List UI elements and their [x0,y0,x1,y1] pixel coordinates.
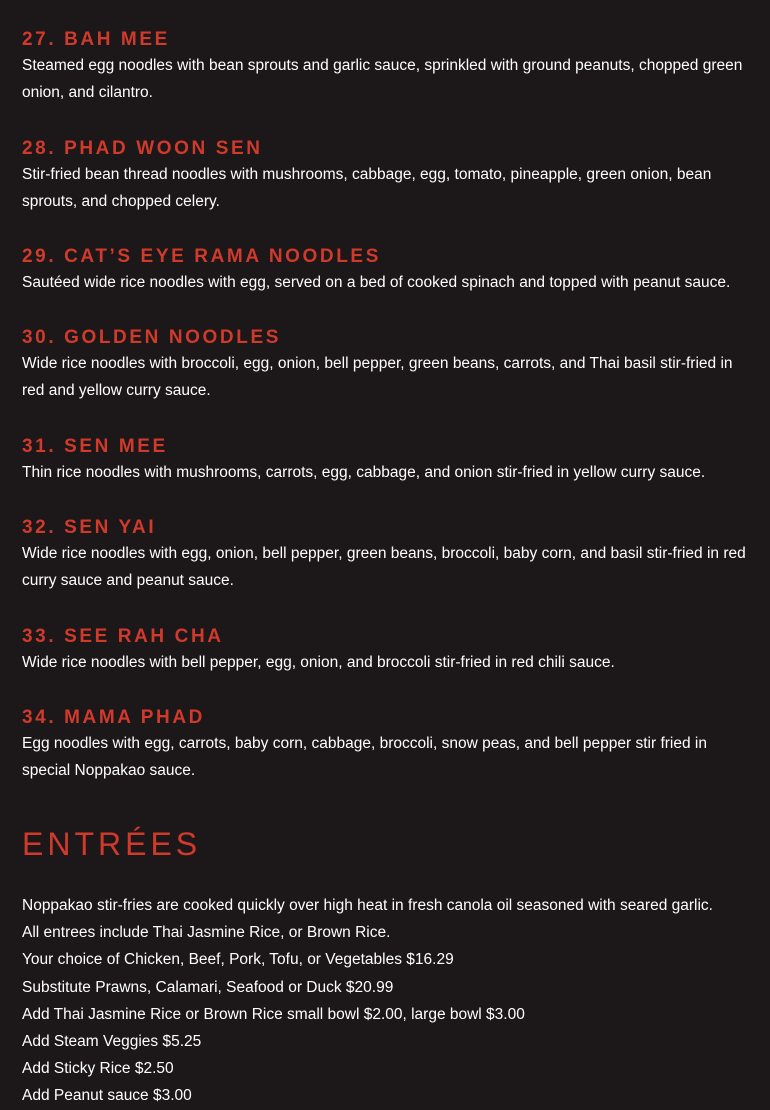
item-description: Egg noodles with egg, carrots, baby corn, cabbage, broccoli, snow peas, and bell pepper stir fried in special Noppakao sauce. [22,735,707,779]
item-description: Sautéed wide rice noodles with egg, served on a bed of cooked spinach and topped with peanut sauce. [22,274,731,291]
item-title: 34. MAMA PHAD [22,707,205,728]
note-line: Substitute Prawns, Calamari, Seafood or Duck $20.99 [22,978,394,996]
item-title: 32. SEN YAI [22,517,157,538]
item-description: Stir-fried bean thread noodles with mushrooms, cabbage, egg, tomato, pineapple, green onion, bean sprouts, and chopped celery. [22,166,712,210]
note-line: Noppakao stir-fries are cooked quickly over high heat in fresh canola oil seasoned with seared garlic. [22,897,713,914]
note-line: Add Peanut sauce $3.00 [22,1087,192,1105]
menu-item-32 [22,516,752,594]
item-description: Thin rice noodles with mushrooms, carrots, egg, cabbage, and onion stir-fried in yellow curry sauce. [22,464,706,481]
item-title: 29. CAT’S EYE RAMA NOODLES [22,246,381,267]
item-title: 33. SEE RAH CHA [22,626,224,647]
menu-item-30 [22,326,752,404]
entrees-notes [22,892,762,1110]
menu-item-31 [22,435,752,486]
item-title: 27. BAH MEE [22,29,170,50]
menu-item-27 [22,28,752,106]
note-line: Your choice of Chicken, Beef, Pork, Tofu, or Vegetables $16.29 [22,951,454,969]
note-line: Add Thai Jasmine Rice or Brown Rice small bowl $2.00, large bowl $3.00 [22,1005,525,1023]
note-line: Add Sticky Rice $2.50 [22,1060,174,1078]
menu-item-28 [22,137,752,215]
item-description: Wide rice noodles with bell pepper, egg, onion, and broccoli stir-fried in red chili sauce. [22,654,615,671]
note-line: Add Steam Veggies $5.25 [22,1033,202,1051]
item-description: Wide rice noodles with egg, onion, bell pepper, green beans, broccoli, baby corn, and basil stir-fried in red curry sauce and peanut sauce. [22,545,746,589]
item-description: Steamed egg noodles with bean sprouts and garlic sauce, sprinkled with ground peanuts, chopped green onion, and cilantro. [22,57,743,101]
note-line: All entrees include Thai Jasmine Rice, or Brown Rice. [22,924,391,942]
item-title: 28. PHAD WOON SEN [22,138,263,159]
item-title: 30. GOLDEN NOODLES [22,327,282,348]
section-heading-entrees: ENTRÉES [22,826,202,862]
menu-item-34 [22,706,752,784]
menu-item-29 [22,245,752,296]
menu-item-33 [22,625,752,676]
item-description: Wide rice noodles with broccoli, egg, onion, bell pepper, green beans, carrots, and Thai basil stir-fried in red and yellow curry sauce. [22,355,733,399]
item-title: 31. SEN MEE [22,436,168,457]
